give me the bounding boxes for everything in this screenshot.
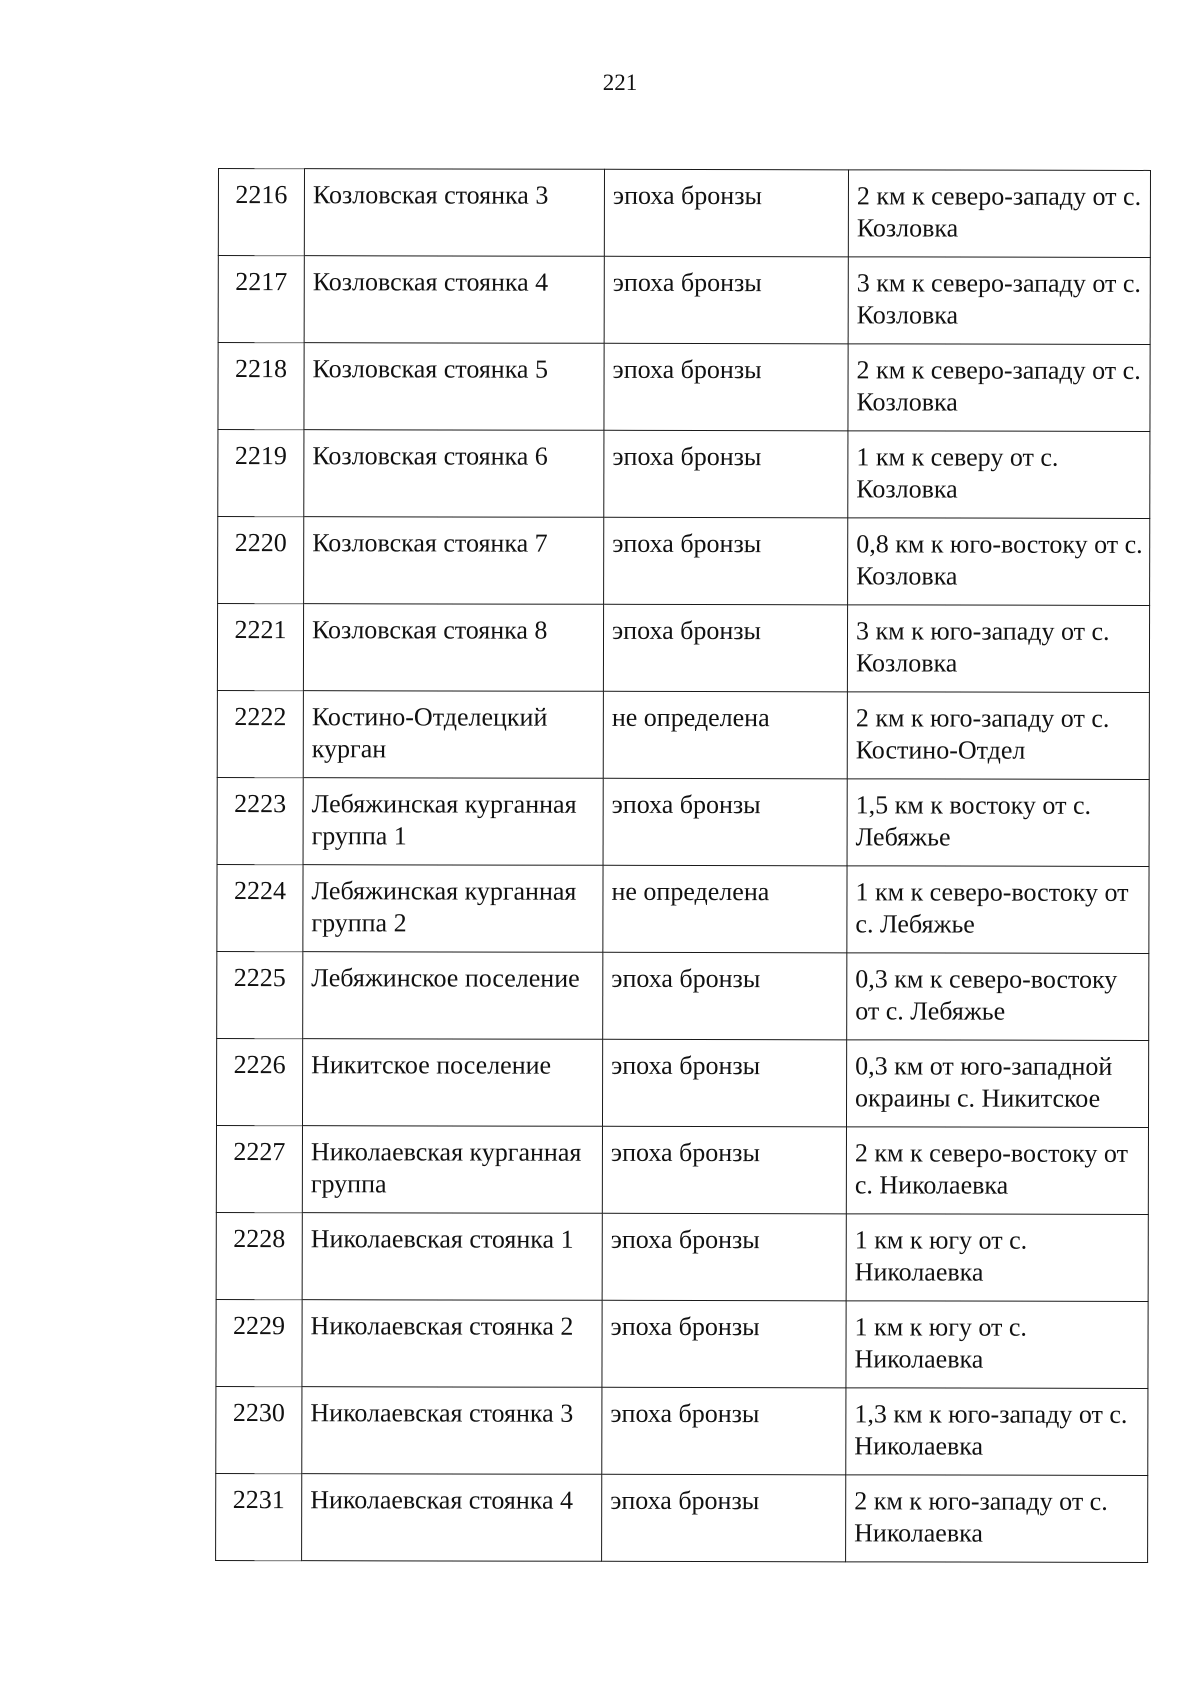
row-number-cell: 2224: [217, 864, 303, 951]
site-name-cell: Костино-Отделецкий курган: [303, 691, 603, 779]
site-name-cell: Николаевская стоянка 2: [302, 1300, 602, 1388]
site-name-cell: Николаевская стоянка 3: [302, 1387, 602, 1475]
table-row: [217, 690, 1149, 779]
location-cell: 2 км к северо-западу от с. Козловка: [848, 170, 1150, 258]
row-number-cell: 2231: [216, 1473, 302, 1560]
site-name-cell: Николаевская стоянка 1: [302, 1213, 602, 1301]
period-cell: эпоха бронзы: [602, 1300, 846, 1388]
row-number-cell: 2226: [216, 1038, 302, 1125]
location-cell: 3 км к юго-западу от с. Козловка: [847, 605, 1149, 693]
period-cell: эпоха бронзы: [602, 1213, 846, 1301]
location-cell: 2 км к юго-западу от с. Костино-Отдел: [847, 692, 1149, 780]
site-name-cell: Лебяжинская курганная группа 1: [303, 778, 603, 866]
location-cell: 1,3 км к юго-западу от с. Николаевка: [846, 1388, 1148, 1476]
site-name-cell: Козловская стоянка 5: [304, 343, 604, 431]
site-name-cell: Николаевская стоянка 4: [302, 1474, 602, 1562]
table-row: [216, 1212, 1148, 1301]
period-cell: эпоха бронзы: [602, 1039, 846, 1127]
table-row: [216, 1299, 1148, 1388]
page-number: 221: [602, 70, 638, 95]
period-cell: эпоха бронзы: [603, 952, 847, 1040]
site-name-cell: Козловская стоянка 4: [304, 256, 604, 344]
period-cell: эпоха бронзы: [604, 430, 848, 518]
row-number-cell: 2216: [218, 169, 304, 256]
registry-table-body: [216, 169, 1151, 1563]
period-cell: эпоха бронзы: [603, 604, 847, 692]
table-row: [217, 777, 1149, 866]
table-row: [216, 1125, 1148, 1214]
table-row: [216, 1473, 1148, 1562]
period-cell: эпоха бронзы: [604, 517, 848, 605]
period-cell: эпоха бронзы: [604, 256, 848, 344]
table-row: [218, 430, 1150, 519]
table-row: [218, 256, 1150, 345]
site-name-cell: Лебяжинское поселение: [303, 952, 603, 1040]
period-cell: эпоха бронзы: [604, 169, 848, 257]
period-cell: не определена: [603, 865, 847, 953]
row-number-cell: 2218: [218, 343, 304, 430]
table-row: [216, 1386, 1148, 1475]
row-number-cell: 2228: [216, 1212, 302, 1299]
location-cell: 2 км к северо-востоку от с. Николаевка: [846, 1127, 1148, 1215]
site-name-cell: Козловская стоянка 8: [303, 604, 603, 692]
period-cell: эпоха бронзы: [602, 1126, 846, 1214]
row-number-cell: 2227: [216, 1125, 302, 1212]
table-row: [218, 517, 1150, 606]
row-number-cell: 2220: [218, 517, 304, 604]
site-name-cell: Козловская стоянка 3: [304, 169, 604, 257]
row-number-cell: 2229: [216, 1299, 302, 1386]
location-cell: 0,3 км от юго-западной окраины с. Никитское: [846, 1040, 1148, 1128]
row-number-cell: 2223: [217, 777, 303, 864]
period-cell: не определена: [603, 691, 847, 779]
site-name-cell: Никитское поселение: [302, 1039, 602, 1127]
row-number-cell: 2222: [217, 690, 303, 777]
site-name-cell: Козловская стоянка 6: [304, 430, 604, 518]
table-row: [217, 864, 1149, 953]
table-row: [218, 343, 1150, 432]
location-cell: 0,8 км к юго-востоку от с. Козловка: [848, 518, 1150, 606]
site-name-cell: Козловская стоянка 7: [304, 517, 604, 605]
row-number-cell: 2225: [217, 951, 303, 1038]
location-cell: 3 км к северо-западу от с. Козловка: [848, 257, 1150, 345]
period-cell: эпоха бронзы: [604, 343, 848, 431]
location-cell: 2 км к северо-западу от с. Козловка: [848, 344, 1150, 432]
location-cell: 0,3 км к северо-востоку от с. Лебяжье: [847, 953, 1149, 1041]
period-cell: эпоха бронзы: [602, 1387, 846, 1475]
row-number-cell: 2221: [217, 604, 303, 691]
location-cell: 1 км к северу от с. Козловка: [848, 431, 1150, 519]
row-number-cell: 2217: [218, 256, 304, 343]
site-name-cell: Лебяжинская курганная группа 2: [303, 865, 603, 953]
site-name-cell: Николаевская курганная группа: [302, 1126, 602, 1214]
table-row: [217, 951, 1149, 1040]
location-cell: 2 км к юго-западу от с. Николаевка: [846, 1475, 1148, 1563]
period-cell: эпоха бронзы: [602, 1474, 846, 1562]
table-row: [216, 1038, 1148, 1127]
row-number-cell: 2230: [216, 1386, 302, 1473]
location-cell: 1,5 км к востоку от с. Лебяжье: [847, 779, 1149, 867]
heritage-registry-table: [215, 168, 1151, 1563]
location-cell: 1 км к югу от с. Николаевка: [846, 1301, 1148, 1389]
table-row: [218, 169, 1150, 258]
table-row: [217, 604, 1149, 693]
location-cell: 1 км к югу от с. Николаевка: [846, 1214, 1148, 1302]
location-cell: 1 км к северо-востоку от с. Лебяжье: [847, 866, 1149, 954]
period-cell: эпоха бронзы: [603, 778, 847, 866]
row-number-cell: 2219: [218, 430, 304, 517]
